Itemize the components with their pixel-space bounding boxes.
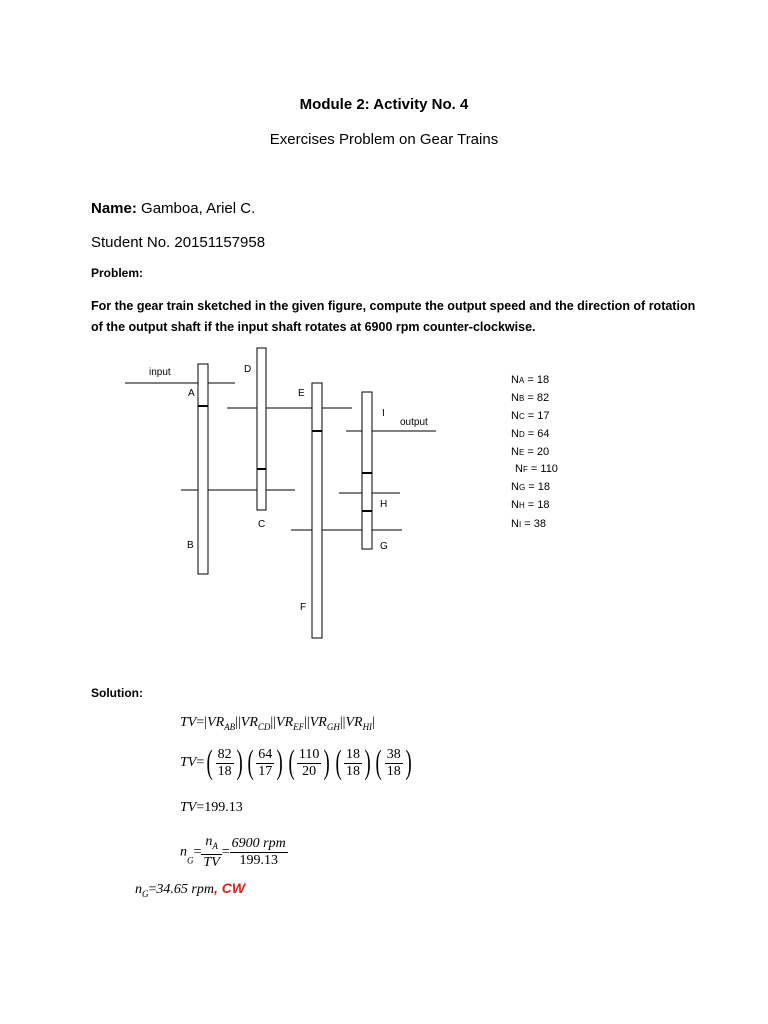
gear-ghi-body [362, 392, 372, 549]
gear-label-i: I [382, 408, 385, 419]
fraction: $\frac{110}{20}$ [298, 746, 320, 779]
fraction: $\frac{38}{18}$ [386, 746, 401, 779]
equation-tv-values: TV=( $\frac{82}{18}$ ) ( $\frac{64}{17}$ ) ( $\frac{110}{20}$ ) ( $\frac{18}{18}$ ) ( $\frac{38}{18}$ ) [180, 744, 412, 781]
teeth-item: NE = 20 [511, 446, 550, 458]
gear-ef-body [312, 383, 322, 638]
gear-label-e: E [298, 388, 305, 399]
gear-label-h: H [380, 499, 388, 510]
teeth-item: NI = 38 [511, 518, 546, 530]
problem-label: Problem: [91, 266, 144, 280]
page-subtitle: Exercises Problem on Gear Trains [269, 131, 499, 148]
fraction: $\frac{18}{18}$ [346, 746, 361, 779]
teeth-item: NB = 82 [511, 392, 550, 404]
teeth-item: NC = 17 [511, 410, 550, 422]
teeth-item: NG = 18 [511, 481, 550, 493]
gear-label-b: B [187, 540, 194, 551]
equation-speed: $n_G=$ $\frac{n_A}{TV}$ = $\frac{\text{6900 rpm}}{199.13}$ [180, 834, 286, 870]
gear-label-a: A [188, 388, 195, 399]
teeth-item: NF = 110 [515, 463, 558, 475]
student-no-label: Student No. [91, 234, 171, 251]
problem-text: For the gear train sketched in the given figure, compute the output speed and the direction of rotation of the output shaft if the input shaft rotates at 6900 rpm counter-clockwise. [91, 299, 696, 334]
output-label: output [400, 417, 428, 428]
gear-label-g: G [380, 541, 388, 552]
page-title: Module 2: Activity No. 4 [299, 96, 469, 113]
direction-label: , CW [213, 880, 246, 896]
fraction: $\frac{64}{17}$ [258, 746, 273, 779]
student-no-value: 20151157958 [174, 234, 266, 251]
final-answer: $n_G=34.65$ rpm, CW [135, 880, 246, 899]
equation-tv-definition: $TV=|VR_{AB}||VR_{CD}||VR_{EF}||VR_{GH}||VR_{HI}|$ [180, 715, 375, 732]
gear-ab-body [198, 364, 208, 574]
fraction: $\frac{82}{18}$ [217, 746, 232, 779]
gear-label-d: D [244, 364, 252, 375]
gear-cd-body [257, 348, 266, 510]
gear-label-f: F [300, 602, 307, 613]
teeth-item: NA = 18 [511, 374, 550, 386]
gear-label-c: C [258, 519, 266, 530]
equation-tv-result: TV=199.13 [180, 800, 243, 815]
input-label: input [149, 367, 171, 378]
name-label: Name: [91, 200, 137, 217]
teeth-item: ND = 64 [511, 428, 550, 440]
solution-label: Solution: [91, 686, 143, 700]
teeth-item: NH = 18 [511, 499, 550, 511]
name-value: Gamboa, Ariel C. [141, 200, 256, 217]
